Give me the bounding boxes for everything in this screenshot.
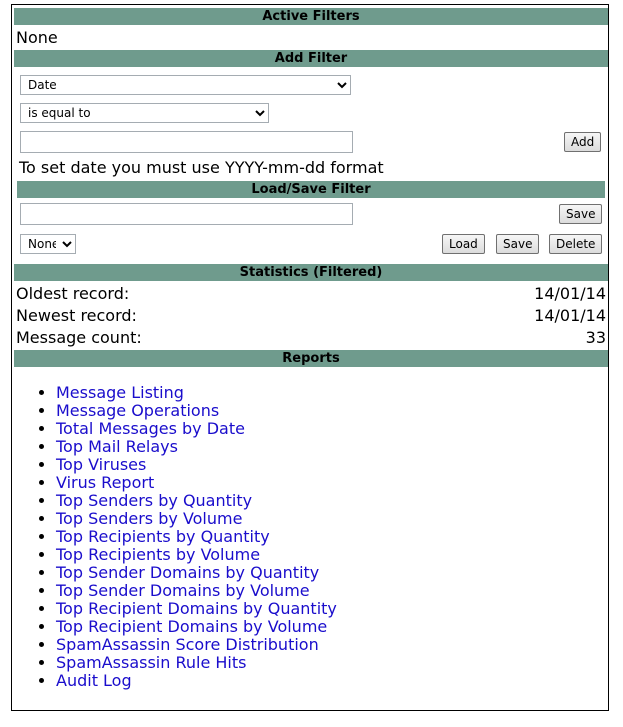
report-link-spamassassin-score-distribution[interactable]: SpamAssassin Score Distribution — [56, 635, 319, 654]
save-filter-name-button[interactable]: Save — [559, 204, 602, 224]
report-item — [56, 402, 337, 420]
report-item — [56, 564, 337, 582]
date-format-hint: To set date you must use YYYY-mm-dd format — [19, 158, 384, 177]
report-link-top-viruses[interactable]: Top Viruses — [56, 455, 147, 474]
report-link-top-senders-by-quantity[interactable]: Top Senders by Quantity — [56, 491, 253, 510]
report-link-top-sender-domains-by-quantity[interactable]: Top Sender Domains by Quantity — [56, 563, 320, 582]
report-link-top-sender-domains-by-volume[interactable]: Top Sender Domains by Volume — [56, 581, 310, 600]
statistics-header: Statistics (Filtered) — [14, 264, 608, 281]
stat-oldest-record — [16, 284, 606, 306]
filter-field-select[interactable] — [20, 75, 351, 95]
report-item — [56, 456, 337, 474]
report-item — [56, 654, 337, 672]
report-item — [56, 600, 337, 618]
report-item — [56, 636, 337, 654]
report-link-top-mail-relays[interactable]: Top Mail Relays — [56, 437, 178, 456]
filter-value-input[interactable] — [20, 131, 353, 153]
filter-name-input[interactable] — [20, 203, 353, 225]
reports-header: Reports — [14, 350, 608, 367]
report-item — [56, 546, 337, 564]
load-save-header: Load/Save Filter — [17, 181, 605, 198]
report-item — [56, 510, 337, 528]
active-filters-value: None — [16, 28, 58, 47]
report-item — [56, 672, 337, 690]
report-link-top-recipient-domains-by-volume[interactable]: Top Recipient Domains by Volume — [56, 617, 328, 636]
report-link-top-recipients-by-quantity[interactable]: Top Recipients by Quantity — [56, 527, 270, 546]
active-filters-header: Active Filters — [14, 8, 608, 25]
add-filter-header: Add Filter — [14, 50, 608, 67]
report-item — [56, 618, 337, 636]
stat-label: Newest record: — [16, 306, 137, 325]
report-link-message-listing[interactable]: Message Listing — [56, 383, 184, 402]
stat-value: 33 — [585, 328, 606, 347]
report-item — [56, 528, 337, 546]
report-link-message-operations[interactable]: Message Operations — [56, 401, 220, 420]
load-filter-button[interactable]: Load — [442, 234, 485, 254]
report-link-top-recipients-by-volume[interactable]: Top Recipients by Volume — [56, 545, 261, 564]
report-link-top-recipient-domains-by-quantity[interactable]: Top Recipient Domains by Quantity — [56, 599, 337, 618]
save-filter-button[interactable]: Save — [496, 234, 539, 254]
report-link-top-senders-by-volume[interactable]: Top Senders by Volume — [56, 509, 243, 528]
stat-newest-record — [16, 306, 606, 328]
report-item — [56, 474, 337, 492]
stat-label: Message count: — [16, 328, 142, 347]
report-link-total-messages-by-date[interactable]: Total Messages by Date — [56, 419, 245, 438]
stat-message-count — [16, 328, 606, 350]
report-link-spamassassin-rule-hits[interactable]: SpamAssassin Rule Hits — [56, 653, 247, 672]
report-link-audit-log[interactable]: Audit Log — [56, 671, 132, 690]
filter-operator-select[interactable] — [20, 103, 269, 123]
saved-filter-select[interactable] — [20, 234, 76, 254]
report-item — [56, 384, 337, 402]
report-link-virus-report[interactable]: Virus Report — [56, 473, 155, 492]
stat-value: 14/01/14 — [534, 306, 606, 325]
report-item — [56, 438, 337, 456]
stat-label: Oldest record: — [16, 284, 130, 303]
report-item — [56, 420, 337, 438]
add-filter-button[interactable]: Add — [564, 132, 601, 152]
reports-list — [16, 384, 337, 690]
report-item — [56, 492, 337, 510]
delete-filter-button[interactable]: Delete — [549, 234, 602, 254]
report-item — [56, 582, 337, 600]
stat-value: 14/01/14 — [534, 284, 606, 303]
